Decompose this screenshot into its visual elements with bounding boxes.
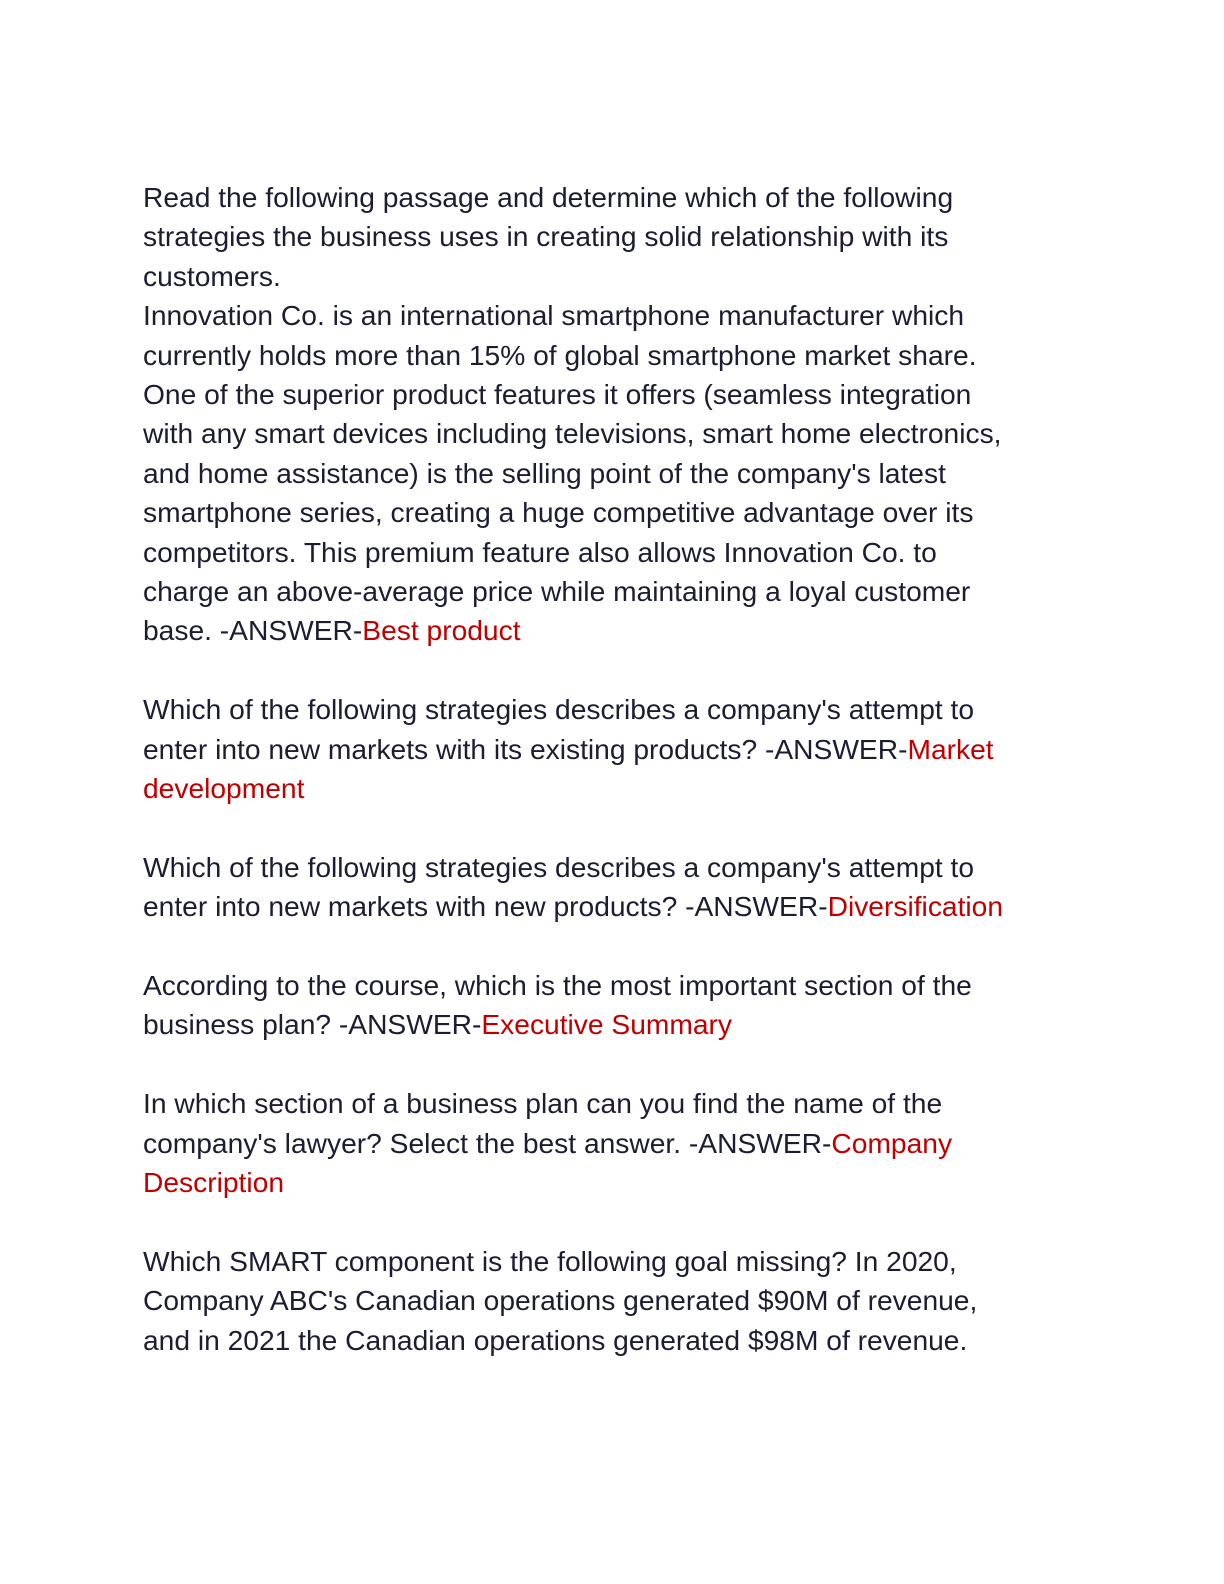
question-text: enter into new markets with its existing products? -ANSWER- [143,732,908,765]
question-last-line [143,1005,1083,1044]
question-line: charge an above-average price while maintaining a loyal customer [143,575,971,608]
question-line: smartphone series, creating a huge competitive advantage over its [143,496,974,529]
answer-text: Company [831,1126,953,1159]
question-line: Read the following passage and determine which of the following [143,181,954,213]
answer-text: development [143,772,305,805]
question-line: One of the superior product features it offers (seamless integration [143,378,972,411]
question-line: and home assistance) is the selling point of the company's latest [143,456,946,489]
question-text: business plan? -ANSWER- [143,1008,482,1041]
question-line: Which of the following strategies describes a company's attempt to [143,693,975,726]
question-last-line [143,1124,1083,1163]
qa-item [143,690,1083,808]
question-last-line [143,611,1083,650]
question-text: company's lawyer? Select the best answer. -ANSWER- [143,1126,832,1159]
question-line: Company ABC's Canadian operations generated $90M of revenue, [143,1284,978,1317]
question-line: customers. [143,259,281,292]
qa-item [143,848,1083,927]
question-line: According to the course, which is the most important section of the [143,969,972,1002]
answer-text: Market [907,732,994,765]
question-line: competitors. This premium feature also allows Innovation Co. to [143,535,937,568]
question-line: with any smart devices including televisions, smart home electronics, [143,417,1002,450]
document-page [143,178,1083,1360]
question-last-line [143,887,1083,926]
qa-item [143,966,1083,1045]
qa-item [143,1084,1083,1202]
answer-text: Description [143,1166,284,1199]
qa-item [143,1242,1083,1360]
question-line: In which section of a business plan can you find the name of the [143,1087,943,1120]
answer-text: Best product [362,614,521,647]
question-line: Innovation Co. is an international smartphone manufacturer which [143,299,965,332]
question-text: enter into new markets with new products? -ANSWER- [143,890,828,923]
answer-text: Diversification [827,890,1004,923]
qa-item [143,178,1083,651]
question-line: currently holds more than 15% of global smartphone market share. [143,338,977,371]
question-line: and in 2021 the Canadian operations generated $98M of revenue. [143,1323,968,1356]
question-line: Which SMART component is the following goal missing? In 2020, [143,1244,957,1277]
question-last-line [143,730,1083,769]
answer-text: Executive Summary [481,1008,733,1041]
question-line: strategies the business uses in creating solid relationship with its [143,220,949,253]
question-text: base. -ANSWER- [143,614,363,647]
question-line: Which of the following strategies describes a company's attempt to [143,850,975,883]
